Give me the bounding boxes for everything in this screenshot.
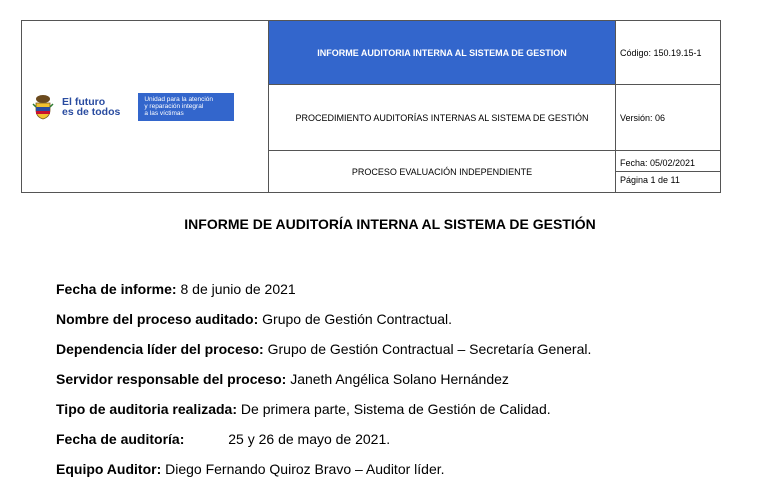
field-proceso-auditado: Nombre del proceso auditado: Grupo de Gestión Contractual. (56, 311, 453, 327)
institution-logo (22, 93, 268, 121)
field-servidor-responsable: Servidor responsable del proceso: Janeth Angélica Solano Hernández (56, 371, 509, 387)
logo-wordmark: El futuro es de todos (62, 95, 121, 118)
field-tipo-auditoria: Tipo de auditoria realizada: De primera parte, Sistema de Gestión de Calidad. (56, 401, 551, 417)
header-page-number: Página 1 de 11 (616, 171, 720, 188)
field-equipo-auditor: Equipo Auditor: Diego Fernando Quiroz Bravo – Auditor líder. (56, 461, 445, 477)
header-report-title: INFORME AUDITORIA INTERNA AL SISTEMA DE GESTION (269, 21, 616, 85)
header-date: Fecha: 05/02/2021 (620, 158, 696, 168)
header-version: Versión: 06 (616, 85, 721, 151)
header-date-page-cell (616, 151, 721, 193)
header-process-title: PROCESO EVALUACIÓN INDEPENDIENTE (269, 151, 616, 193)
coat-of-arms-icon (32, 94, 54, 120)
header-code: Código: 150.19.15-1 (616, 21, 721, 85)
unit-logo-box: Unidad para la atención y reparación integral a las víctimas (138, 93, 234, 121)
field-fecha-auditoria: Fecha de auditoría: 25 y 26 de mayo de 2021. (56, 431, 391, 447)
document-title: INFORME DE AUDITORÍA INTERNA AL SISTEMA DE GESTIÓN (184, 216, 596, 232)
document-header-table (21, 20, 721, 193)
logo-cell (22, 21, 269, 193)
report-fields (56, 279, 591, 489)
field-fecha-informe: Fecha de informe: 8 de junio de 2021 (56, 281, 296, 297)
field-dependencia-lider: Dependencia líder del proceso: Grupo de Gestión Contractual – Secretaría General. (56, 341, 592, 357)
header-procedure-title: PROCEDIMIENTO AUDITORÍAS INTERNAS AL SISTEMA DE GESTIÓN (269, 85, 616, 151)
